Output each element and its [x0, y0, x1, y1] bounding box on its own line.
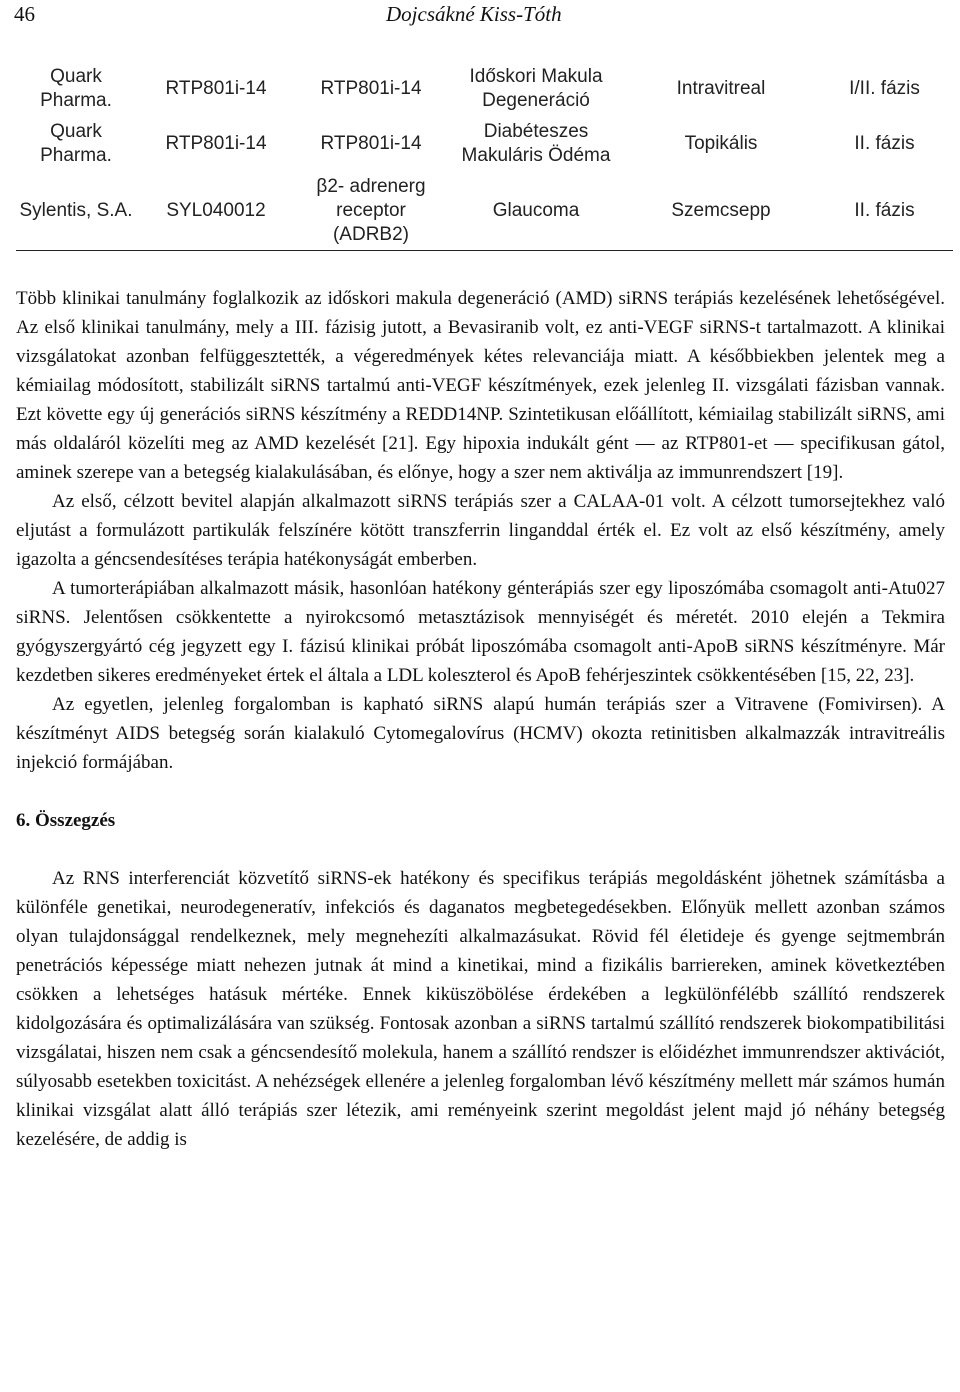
- company-cell: Sylentis, S.A.: [19, 199, 133, 221]
- company-cell: Quark Pharma.: [40, 66, 112, 111]
- page-number: 46: [14, 2, 35, 26]
- paragraph-amd: Több klinikai tanulmány foglalkozik az időskori makula degeneráció (AMD) siRNS terápiás kezelésének lehetőségével. Az első klinikai tanulmány, mely a III. fázisig jutott, a Bevasiranib volt, ez anti-VEGF siRNS-t tartalmazott. A klinikai vizsgálatokat azonban felfüggesztették, a végeredmények kétes relevanciája miatt. A későbbiekben jelentek meg a kémiailag módosított, stabilizált siRNS tartalmú anti-VEGF készítmények, ezek jelenleg II. vizsgálati fázisban vannak. Ezt követte egy új generációs siRNS készítmény a REDD14NP. Szintetikusan előállított, kémiailag stabilizált siRNS, ami más oldaláról közelíti meg az AMD kezelését [21]. Egy hipoxia indukált gént — az RTP801-et — specifikusan gátol, aminek szerepe van a betegség kialakulásában, és előnye, hogy a szer nem aktiválja az immunrendszert [19].: [16, 288, 945, 483]
- section-heading: 6. Összegzés: [16, 810, 116, 831]
- paragraph-vitravene: Az egyetlen, jelenleg forgalomban is kapható siRNS alapú humán terápiás szer a Vitravene (Fomivirsen). A készítményt AIDS betegség során kialakuló Cytomegalovírus (HCMV) okozta retinitisben alkalmazzák intravitreális injekció formájában.: [16, 694, 945, 773]
- target-cell: β2- adrenerg receptor (ADRB2): [316, 175, 426, 245]
- indication-cell: Glaucoma: [492, 199, 580, 221]
- route-cell: Topikális: [684, 133, 758, 154]
- route-cell: Szemcsepp: [671, 199, 771, 221]
- paragraph-atu027: A tumorterápiában alkalmazott másik, hasonlóan hatékony génterápiás szer egy liposzómába csomagolt anti-Atu027 siRNS. Jelentősen csökkentette a nyirokcsomó metasztázisok mennyiségét és méretét. 2010 elején a Tekmira gyógyszergyártó cég jegyzett egy I. fázisú klinikai próbát liposzómába csomagolt anti-ApoB siRNS készítményre. Már kezdetben sikeres eredményeket értek el általa a LDL koleszterol és ApoB fehérjeszintek csökkentésében [15, 22, 23].: [16, 578, 945, 686]
- indication-cell: Diabéteszes Makuláris Ödéma: [461, 121, 611, 166]
- compound-cell: RTP801i-14: [165, 78, 267, 99]
- table-row: [16, 62, 953, 116]
- route-cell: Intravitreal: [676, 78, 766, 99]
- indication-cell: Időskori Makula Degeneráció: [469, 66, 603, 111]
- table-row: [16, 116, 953, 172]
- target-cell: RTP801i-14: [320, 78, 422, 99]
- compound-cell: RTP801i-14: [165, 133, 267, 154]
- page-header: [0, 0, 960, 30]
- clinical-trials-table: [16, 62, 953, 251]
- running-title: Dojcsákné Kiss-Tóth: [386, 2, 562, 26]
- target-cell: RTP801i-14: [320, 133, 422, 154]
- phase-cell: II. fázis: [854, 133, 915, 154]
- paragraph-calaa: Az első, célzott bevitel alapján alkalmazott siRNS terápiás szer a CALAA-01 volt. A célzott tumorsejtekhez való eljutást a formulázott partikulák felszínére kötött transzferrin linganddal érték el. Ez volt az első készítmény, amely igazolta a géncsendesítéses terápia hatékonyságát emberben.: [16, 491, 945, 570]
- compound-cell: SYL040012: [166, 199, 266, 221]
- phase-cell: I/II. fázis: [849, 78, 920, 99]
- phase-cell: II. fázis: [854, 199, 915, 221]
- table-row: [16, 172, 953, 250]
- paragraph-summary: Az RNS interferenciát közvetítő siRNS-ek hatékony és specifikus terápiás megoldásként jöhetnek számításba a különféle genetikai, neurodegeneratív, infekciós és daganatos megbetegedésekben. Előnyük mellett azonban számos olyan tulajdonsággal rendelkeznek, mely megnehezíti alkalmazásukat. Rövid fél életideje és gyenge sejtmembrán penetrációs képessége miatt nehezen jutnak át mind a kinetikai, mind a fizikális barriereken, aminek következtében csökken a lehetséges hatásuk mértéke. Ennek kiküszöbölése érdekében a legkülönfélébb szállító rendszerek kidolgozására és optimalizálására van szükség. Fontosak azonban a siRNS tartalmú szállító rendszerek biokompatibilitási vizsgálatai, hiszen nem csak a géncsendesítő molekula, hanem a szállító rendszer is előidézhet immunrendszer aktivációt, súlyosabb esetekben toxicitást. A nehézségek ellenére a jelenleg forgalomban lévő készítmény mellett már számos humán klinikai vizsgálat alatt álló terápiás szer létezik, ami reményeink szerint megoldást jelent majd jó néhány betegség kezelésére, de addig is: [16, 868, 945, 1150]
- body-text: [16, 284, 945, 1154]
- company-cell: Quark Pharma.: [40, 121, 112, 166]
